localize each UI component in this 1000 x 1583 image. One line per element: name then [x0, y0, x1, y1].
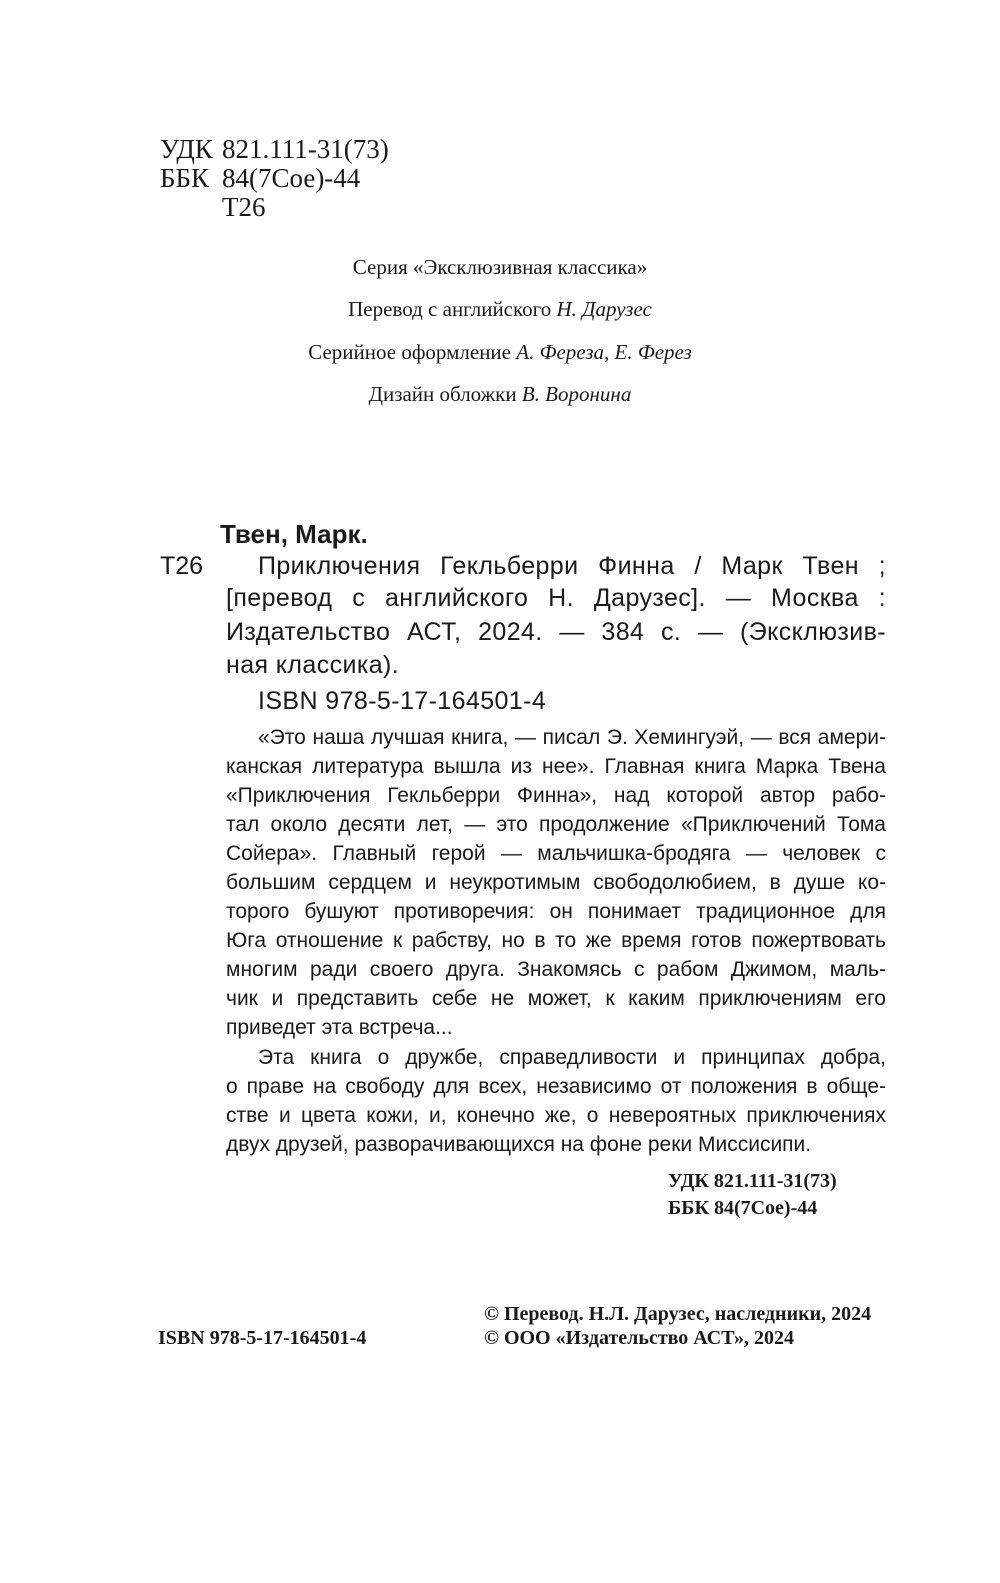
- annotation-line: двух друзей, разворачивающихся на фоне реки Миссисипи.: [226, 1133, 812, 1156]
- annotation-line: Юга отношение к рабству, но в то же время готов пожертвовать: [226, 929, 886, 952]
- entry-line-4: ная классика).: [226, 651, 400, 679]
- annotation-line: многим ради своего друга. Знакомясь с рабом Джимом, маль-: [226, 958, 886, 981]
- annotation-line: стве и цвета кожи, и, конечно же, о невероятных приключениях: [226, 1104, 886, 1127]
- cover-designer-name: В. Воронина: [521, 382, 632, 406]
- annotation-line: чик и представить себе не может, к каким приключениям его: [226, 987, 886, 1010]
- annotation-line: большим сердцем и неукротимым свободолюбием, в душе ко-: [226, 871, 886, 894]
- series-credit: [0, 255, 1000, 280]
- annotation-line: Сойера». Главный герой — мальчишка-бродяга — человек с: [226, 842, 886, 865]
- series-design-credit: [0, 340, 1000, 365]
- bbk-label: ББК: [160, 163, 210, 193]
- annotation-line: «Приключения Гекльберри Финна», над которой автор рабо-: [226, 784, 886, 807]
- entry-isbn: ISBN 978-5-17-164501-4: [258, 687, 547, 715]
- translation-credit-text: Перевод с английского: [348, 297, 552, 321]
- series-design-credit-text: Серийное оформление: [308, 340, 511, 364]
- bbk-value: 84(7Сое)-44: [222, 163, 361, 193]
- footer-bbk: ББК 84(7Сое)-44: [668, 1197, 818, 1219]
- bottom-isbn: ISBN 978-5-17-164501-4: [158, 1327, 367, 1349]
- footer-udk: УДК 821.111-31(73): [668, 1170, 837, 1192]
- udk-value: 821.111-31(73): [222, 134, 389, 164]
- annotation-line: «Это наша лучшая книга, — писал Э. Хемингуэй, — вся амери-: [258, 726, 886, 749]
- entry-line-3: Издательство АСТ, 2024. — 384 с. — (Эксклюзив-: [226, 618, 886, 646]
- annotation-line: тал около десяти лет, — это продолжение «Приключений Тома: [226, 813, 886, 836]
- udk-label: УДК: [160, 134, 213, 164]
- translator-name: Н. Дарузес: [556, 297, 652, 321]
- copyright-publisher: © ООО «Издательство АСТ», 2024: [484, 1327, 795, 1349]
- annotation-line: о праве на свободу для всех, независимо от положения в обще-: [226, 1075, 886, 1098]
- translation-credit: [0, 297, 1000, 322]
- cover-design-credit-text: Дизайн обложки: [368, 382, 517, 406]
- series-designer-names: А. Фереза, Е. Ферез: [516, 340, 692, 364]
- annotation-line: канская литература вышла из нее». Главная книга Марка Твена: [226, 755, 886, 778]
- entry-line-1: Приключения Гекльберри Финна / Марк Твен ;: [258, 552, 886, 580]
- copyright-translation: © Перевод. Н.Л. Дарузес, наследники, 2024: [484, 1303, 872, 1325]
- annotation-line: торого бушуют противоречия: он понимает традиционное для: [226, 900, 886, 923]
- entry-line-2: [перевод с английского Н. Дарузес]. — Москва :: [226, 584, 886, 612]
- entry-author: Твен, Марк.: [220, 519, 368, 549]
- author-mark: Т26: [222, 192, 266, 222]
- annotation-line: приведет эта встреча...: [226, 1016, 453, 1039]
- entry-author-mark: Т26: [160, 552, 204, 580]
- annotation-line: Эта книга о дружбе, справедливости и принципах добра,: [258, 1046, 886, 1069]
- series-credit-text: Серия «Эксклюзивная классика»: [352, 255, 648, 279]
- cover-design-credit: [0, 382, 1000, 407]
